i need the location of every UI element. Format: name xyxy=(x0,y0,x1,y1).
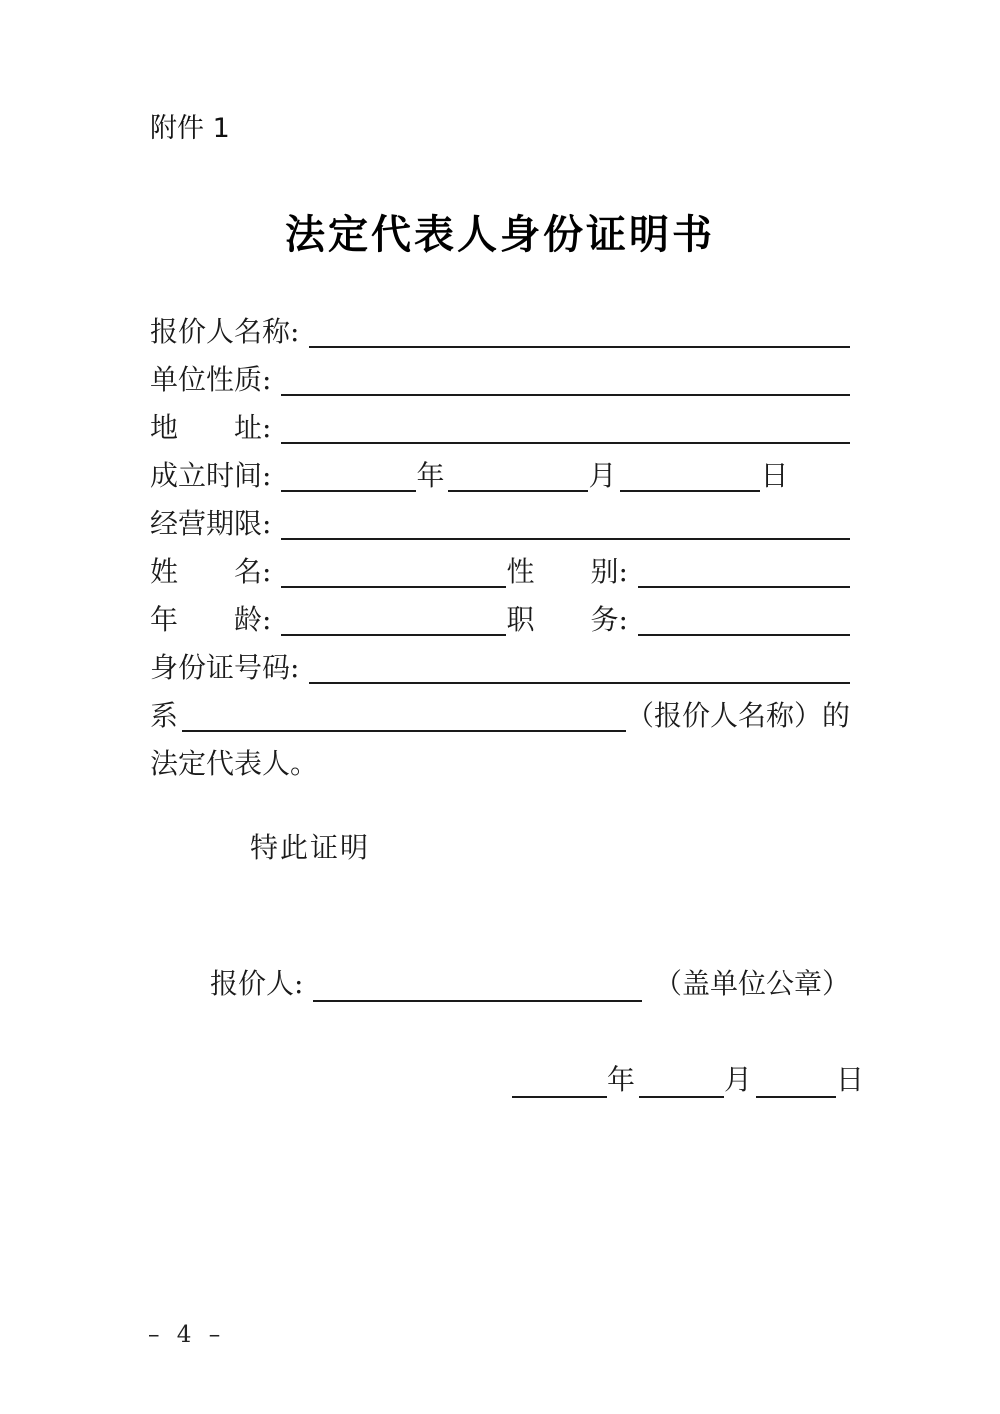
unit-nature-label: 单位性质: xyxy=(150,362,272,396)
bidder-note: （报价人名称）的 xyxy=(625,698,850,732)
certificate-form xyxy=(150,300,850,780)
row-bidder-name xyxy=(150,300,850,348)
business-term-blank xyxy=(281,506,850,540)
signature-row xyxy=(210,962,850,1002)
name-label: 姓 名: xyxy=(150,554,272,588)
is-word: 系 xyxy=(150,698,179,732)
date-day-blank xyxy=(756,1064,836,1098)
establish-month-blank xyxy=(448,458,588,492)
seal-note: （盖单位公章） xyxy=(653,967,850,1000)
position-blank xyxy=(638,602,850,636)
signer-blank xyxy=(313,968,642,1002)
date-year-suffix: 年 xyxy=(607,1063,636,1096)
name-blank xyxy=(281,554,506,588)
row-name-gender xyxy=(150,540,850,588)
position-label: 职 务: xyxy=(506,602,628,636)
company-name-blank xyxy=(182,698,626,732)
certify-statement: 特此证明 xyxy=(250,831,371,864)
gender-blank xyxy=(638,554,850,588)
row-id-number xyxy=(150,636,850,684)
date-day-suffix: 日 xyxy=(836,1063,865,1096)
gender-label: 性 别: xyxy=(506,554,628,588)
page-title: 法定代表人身份证明书 xyxy=(285,211,715,258)
age-label: 年 龄: xyxy=(150,602,272,636)
row-age-position xyxy=(150,588,850,636)
day-suffix: 日 xyxy=(760,458,789,492)
date-month-suffix: 月 xyxy=(724,1063,753,1096)
row-establish-time xyxy=(150,444,850,492)
date-row xyxy=(512,1058,865,1098)
establish-year-blank xyxy=(281,458,416,492)
address-label: 地 址: xyxy=(150,410,272,444)
attachment-label: 附件 1 xyxy=(150,113,230,144)
id-number-blank xyxy=(309,650,850,684)
date-year-blank xyxy=(512,1064,607,1098)
signer-label: 报价人: xyxy=(210,967,304,1000)
row-unit-nature xyxy=(150,348,850,396)
address-blank xyxy=(281,410,850,444)
establish-day-blank xyxy=(620,458,760,492)
year-suffix: 年 xyxy=(416,458,445,492)
id-number-label: 身份证号码: xyxy=(150,650,300,684)
date-month-blank xyxy=(639,1064,724,1098)
row-address xyxy=(150,396,850,444)
row-business-term xyxy=(150,492,850,540)
legal-rep-text: 法定代表人。 xyxy=(150,746,319,780)
bidder-name-label: 报价人名称: xyxy=(150,314,300,348)
bidder-name-blank xyxy=(309,314,850,348)
business-term-label: 经营期限: xyxy=(150,506,272,540)
unit-nature-blank xyxy=(281,362,850,396)
page-number: – 4 – xyxy=(148,1322,226,1348)
row-legal-rep xyxy=(150,732,850,780)
age-blank xyxy=(281,602,506,636)
row-is-statement xyxy=(150,684,850,732)
month-suffix: 月 xyxy=(588,458,617,492)
establish-time-label: 成立时间: xyxy=(150,458,272,492)
